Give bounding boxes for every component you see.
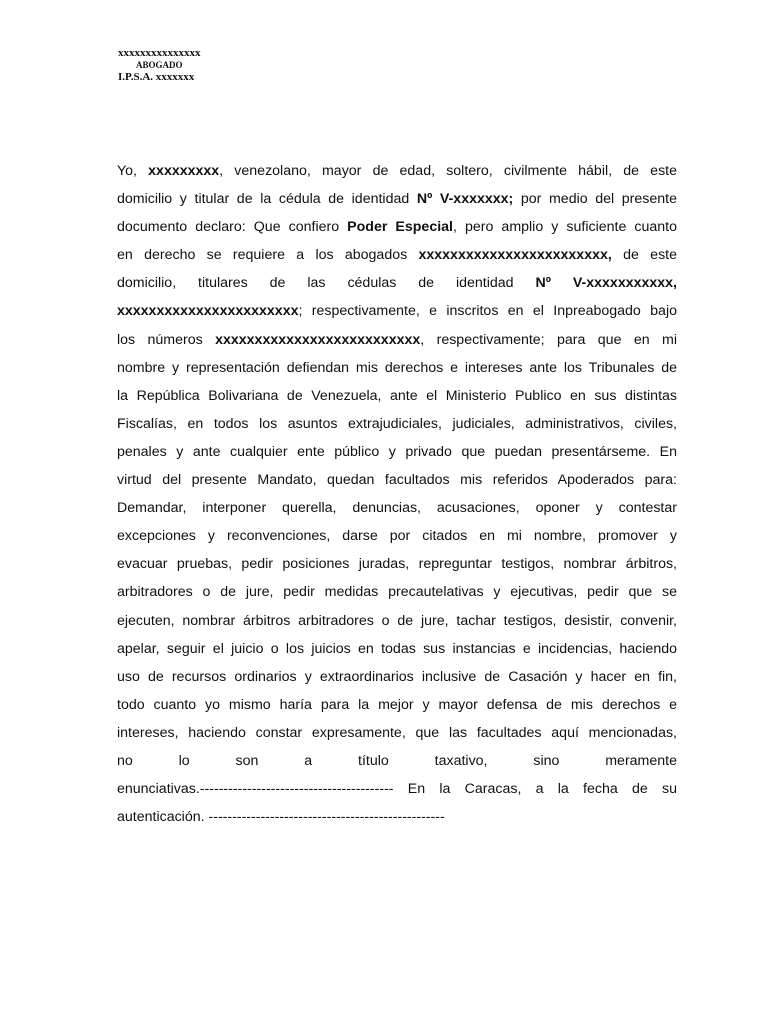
text-line [117,803,677,831]
text-line [117,410,677,438]
text-segment: enunciativas.----------------------------------------- En la Caracas, a la fecha de su [117,781,677,798]
letterhead [118,48,201,83]
text-segment: autenticación. -------------------------------------------------- [117,809,445,826]
text-segment: uso de recursos ordinarios y extraordinarios inclusive de Casación y hacer en fin, [117,668,677,685]
text-line [117,550,677,578]
text-segment: documento declaro: Que confiero [117,219,348,236]
bold-segment: xxxxxxxxx [148,163,220,179]
ipsa-number: I.P.S.A. xxxxxxx [118,71,195,83]
text-segment: todo cuanto yo mismo haría para la mejor y mayor defensa de mis derechos e [117,696,677,713]
text-line [117,775,677,803]
text-segment: penales y ante cualquier ente público y privado que puedan presentárseme. En [117,443,677,460]
text-segment: por medio del presente [513,191,677,208]
text-segment: domicilio y titular de la cédula de identidad [117,191,417,208]
text-segment: Yo, [117,163,149,179]
bold-segment: xxxxxxxxxxxxxxxxxxxxxxxxxx [215,331,421,348]
text-line [117,663,677,691]
text-line [117,438,677,466]
text-segment: ejecuten, nombrar árbitros arbitradores o de jure, tachar testigos, desistir, convenir, [117,612,677,629]
text-segment: Demandar, interponer querella, denuncias, acusaciones, oponer y contestar [117,500,677,517]
text-segment: no lo son a título taxativo, sino meramente [117,752,677,769]
text-segment: intereses, haciendo constar expresamente, que las facultades aquí mencionadas, [117,724,677,741]
text-segment: evacuar pruebas, pedir posiciones juradas, repreguntar testigos, nombrar árbitros, [117,556,677,573]
text-line [117,213,677,241]
text-line [117,269,677,297]
text-segment: Fiscalías, en todos los asuntos extrajudiciales, judiciales, administrativos, civiles, [117,415,677,432]
text-line [117,635,677,663]
text-segment: ; respectivamente, e inscritos en el Inpreabogado bajo [298,303,677,320]
lawyer-title: ABOGADO [136,60,183,70]
text-segment: en derecho se requiere a los abogados [117,247,419,264]
text-segment: arbitradores o de jure, pedir medidas precautelativas y ejecutivas, pedir que se [117,584,677,601]
text-line [117,607,677,635]
text-segment: de este [611,247,677,264]
text-segment: la República Bolivariana de Venezuela, ante el Ministerio Publico en sus distintas [117,387,677,404]
text-segment: apelar, seguir el juicio o los juicios en todas sus instancias e incidencias, haciendo [117,640,677,657]
text-line [117,578,677,606]
bold-segment: Poder Especial [347,219,453,236]
text-line [117,466,677,494]
text-segment: domicilio, titulares de las cédulas de identidad [117,275,536,292]
text-line [117,297,677,325]
text-segment: virtud del presente Mandato, quedan facultados mis referidos Apoderados para: [117,472,677,489]
text-segment: excepciones y reconvenciones, darse por citados en mi nombre, promover y [117,528,677,545]
text-line [117,185,677,213]
text-line [117,326,677,354]
text-line [117,691,677,719]
power-of-attorney-text [117,157,677,831]
text-segment: , pero amplio y suficiente cuanto [453,219,677,236]
bold-segment: xxxxxxxxxxxxxxxxxxxxxxxx, [418,247,612,264]
text-line [117,157,677,185]
bold-segment: Nº V-xxxxxxx; [416,191,514,208]
bold-segment: xxxxxxxxxxxxxxxxxxxxxxx [117,303,299,320]
text-line [117,382,677,410]
text-line [117,522,677,550]
lawyer-name: xxxxxxxxxxxxxxx [118,47,201,59]
text-segment: los números [117,331,216,348]
text-segment: , venezolano, mayor de edad, soltero, civilmente hábil, de este [219,163,678,179]
bold-segment: Nº V-xxxxxxxxxxx, [535,275,677,292]
text-line [117,494,677,522]
text-line [117,747,677,775]
text-line [117,719,677,747]
text-line [117,241,677,269]
text-segment: nombre y representación defiendan mis derechos e intereses ante los Tribunales de [117,359,677,376]
text-line [117,354,677,382]
text-segment: , respectivamente; para que en mi [420,331,677,348]
